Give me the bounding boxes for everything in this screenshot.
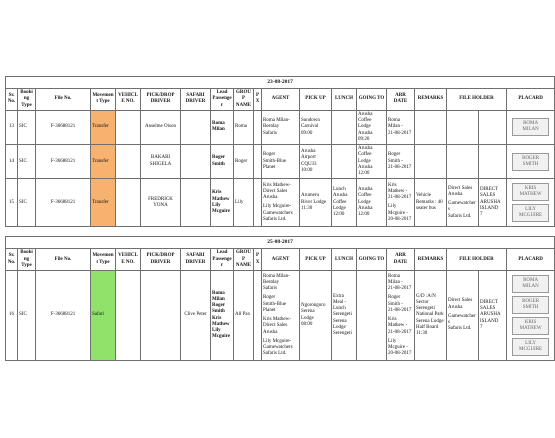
header-sno: Sr.No. — [6, 249, 18, 271]
cell-going-to: Arusha Coffee Lodge Arusha 12:00 — [357, 145, 387, 179]
cell-px — [254, 145, 262, 179]
header-file-no: File No. — [36, 89, 91, 111]
cell-agent: Roma Milan- Bestday Safaris Roger Smith-Blue Planet Kris Mathew- Direct Sales Arusha Lily Mcguire- Gamewatchers Safaris Ltd. — [262, 271, 300, 361]
cell-vehicle-no — [116, 110, 141, 144]
cell-file-holder: Direct Sales Arusha Gamewatchers Safaris Ltd. — [447, 271, 479, 361]
header-arr-date: ARR DATE — [387, 89, 415, 111]
header-going-to: GOING TO — [357, 249, 387, 271]
cell-group-name: Lily — [234, 179, 254, 227]
cell-movement-type: Transfer — [91, 145, 116, 179]
cell-agent: Roma Milan- Bestday Safaris — [262, 110, 300, 144]
table-row[interactable] — [6, 110, 555, 144]
date-row — [6, 237, 555, 249]
cell-arr-date: Roma Milan - 21-08-2017 — [387, 110, 415, 144]
cell-file-holder — [447, 145, 479, 179]
placard-label: ROGER SMITH — [512, 296, 549, 314]
section-date: 25-08-2017 — [6, 237, 555, 249]
cell-remarks — [415, 145, 447, 179]
cell-placard — [507, 271, 555, 361]
cell-file-holder-code — [479, 145, 507, 179]
cell-vehicle-no — [116, 179, 141, 227]
cell-pick-drop-driver: Anselme Oison — [141, 110, 181, 144]
section-date: 23-08-2017 — [6, 77, 555, 89]
header-lead-passenger: Lead Passenger — [211, 249, 234, 271]
cell-vehicle-no — [116, 271, 141, 361]
placard-label: KRIS MATHEW — [512, 317, 549, 335]
cell-px — [254, 271, 262, 361]
cell-lead-passenger: Kris Mathew Lily Mcguire — [211, 179, 234, 227]
header-going-to: GOING TO — [357, 89, 387, 111]
cell-lead-passenger: Roma Milan Roger Smith Kris Mathew Lily Mcguire — [211, 271, 234, 361]
cell-pick-drop-driver: FREDRICK YONA — [141, 179, 181, 227]
header-px: PX — [254, 249, 262, 271]
header-pick-up: PICK UP — [300, 89, 332, 111]
header-pick-drop-driver: PICK/DROP DRIVER — [141, 249, 181, 271]
header-movement-type: Movement Type — [91, 249, 116, 271]
cell-lunch — [332, 145, 357, 179]
header-group-name: GROUP NAME — [234, 89, 254, 111]
cell-going-to — [357, 271, 387, 361]
placard-label: LILY MCGUIRE — [512, 204, 549, 222]
cell-pick-up: Sundown Carnival 09:00 — [300, 110, 332, 144]
cell-safari-driver — [181, 110, 211, 144]
header-sno: Sr.No. — [6, 89, 18, 111]
cell-movement-type: Safari — [91, 271, 116, 361]
header-row — [6, 89, 555, 111]
cell-sno: 14 — [6, 145, 18, 179]
header-lead-passenger: Lead Passenger — [211, 89, 234, 111]
cell-remarks: G/D :A/N Sector Serengeti National Park Serena Lodge Half Board 11:30 — [415, 271, 447, 361]
cell-booking-type: SIC — [18, 145, 36, 179]
table-row[interactable] — [6, 271, 555, 361]
cell-booking-type: SIC — [18, 179, 36, 227]
header-lunch: LUNCH — [332, 89, 357, 111]
cell-pick-up: Arusha Airport CQU33 10:00 — [300, 145, 332, 179]
schedule-table — [5, 76, 555, 361]
header-safari-driver: SAFARI DRIVER — [181, 89, 211, 111]
cell-arr-date: Roger Smith - 21-08-2017 — [387, 145, 415, 179]
cell-file-holder: Direct Sales Arusha Gamewatchers Safaris Ltd. — [447, 179, 479, 227]
cell-group-name: All Pax — [234, 271, 254, 361]
cell-file-no: F-36688121 — [36, 145, 91, 179]
header-file-holder: FILE HOLDER — [447, 249, 507, 271]
cell-lunch: Lunch Arusha Coffee Lodge 12:00 — [332, 179, 357, 227]
cell-sno: 16 — [6, 271, 18, 361]
placard-label: ROMA MILAN — [512, 118, 549, 136]
header-remarks: REMARKS — [415, 89, 447, 111]
cell-file-holder-code: DIRECT SALES ARUSHA ISLAND 7 — [479, 271, 507, 361]
cell-agent: Kris Mathew- Direct Sales Arusha Lily Mcguire- Gamewatchers Safaris Ltd. — [262, 179, 300, 227]
date-row — [6, 77, 555, 89]
header-booking-type: Booking Type — [18, 89, 36, 111]
cell-pick-drop-driver — [141, 271, 181, 361]
header-lunch: LUNCH — [332, 249, 357, 271]
header-placard: PLACARD — [507, 89, 555, 111]
header-vehicle-no: VEHICLE NO. — [116, 89, 141, 111]
header-group-name: GROUP NAME — [234, 249, 254, 271]
transfer-schedule-sheet — [5, 76, 554, 361]
cell-pick-drop-driver: BAKARI SHIGELA — [141, 145, 181, 179]
header-remarks: REMARKS — [415, 249, 447, 271]
header-pick-drop-driver: PICK/DROP DRIVER — [141, 89, 181, 111]
cell-booking-type: SIC — [18, 110, 36, 144]
cell-movement-type: Transfer — [91, 179, 116, 227]
cell-placard — [507, 145, 555, 179]
header-file-holder: FILE HOLDER — [447, 89, 507, 111]
cell-remarks — [415, 110, 447, 144]
cell-remarks: Vehicle Remarks : 40 seater bus — [415, 179, 447, 227]
cell-agent: Roger Smith-Blue Planet — [262, 145, 300, 179]
placard-label: LILY MCGUIRE — [512, 338, 549, 356]
cell-pick-up: Ngorongoro Serena Lodge 08:00 — [300, 271, 332, 361]
cell-px — [254, 110, 262, 144]
cell-file-no: F-36688121 — [36, 110, 91, 144]
header-safari-driver: SAFARI DRIVER — [181, 249, 211, 271]
cell-file-no: F-36688121 — [36, 179, 91, 227]
cell-lunch: Extra Meal - Lunch Serengeti Serena Lodge Serengeti — [332, 271, 357, 361]
cell-sno: 15 — [6, 179, 18, 227]
placard-label: ROMA MILAN — [512, 275, 549, 293]
cell-safari-driver — [181, 145, 211, 179]
cell-file-no: F-36688121 — [36, 271, 91, 361]
header-arr-date: ARR DATE — [387, 249, 415, 271]
header-placard: PLACARD — [507, 249, 555, 271]
cell-file-holder — [447, 110, 479, 144]
cell-group-name: Roger — [234, 145, 254, 179]
cell-lunch — [332, 110, 357, 144]
section-spacer — [6, 227, 555, 237]
cell-going-to: Arusha Coffee Lodge Arusha 09:20 — [357, 110, 387, 144]
header-pick-up: PICK UP — [300, 249, 332, 271]
cell-placard — [507, 179, 555, 227]
cell-booking-type: SIC — [18, 271, 36, 361]
header-row — [6, 249, 555, 271]
placard-label: KRIS MATHEW — [512, 183, 549, 201]
header-file-no: File No. — [36, 249, 91, 271]
placard-label: ROGER SMITH — [512, 153, 549, 171]
header-agent: AGENT — [262, 249, 300, 271]
cell-arr-date: Roma Milan - 21-08-2017 Roger Smith - 21-08-2017 Kris Mathew - 21-08-2017 Lily Mcguire - 20-08-2017 — [387, 271, 415, 361]
cell-movement-type: Transfer — [91, 110, 116, 144]
cell-arr-date: Kris Mathew - 21-08-2017 Lily Mcguire - 20-08-2017 — [387, 179, 415, 227]
cell-safari-driver — [181, 179, 211, 227]
cell-sno: 13 — [6, 110, 18, 144]
cell-safari-driver: Clive Peter — [181, 271, 211, 361]
cell-going-to: Arusha Coffee Lodge Arusha 12:00 — [357, 179, 387, 227]
table-row[interactable] — [6, 145, 555, 179]
cell-file-holder-code — [479, 110, 507, 144]
header-movement-type: Movement Type — [91, 89, 116, 111]
header-vehicle-no: VEHICLE NO. — [116, 249, 141, 271]
cell-lead-passenger: Roma Milan — [211, 110, 234, 144]
header-booking-type: Booking Type — [18, 249, 36, 271]
cell-lead-passenger: Roger Smith — [211, 145, 234, 179]
header-agent: AGENT — [262, 89, 300, 111]
cell-placard — [507, 110, 555, 144]
cell-vehicle-no — [116, 145, 141, 179]
cell-px — [254, 179, 262, 227]
cell-pick-up: Arumeru River Lodge 11:30 — [300, 179, 332, 227]
header-px: PX — [254, 89, 262, 111]
table-row[interactable] — [6, 179, 555, 227]
cell-group-name: Roma — [234, 110, 254, 144]
cell-file-holder-code: DIRECT SALES ARUSHA ISLAND 7 — [479, 179, 507, 227]
